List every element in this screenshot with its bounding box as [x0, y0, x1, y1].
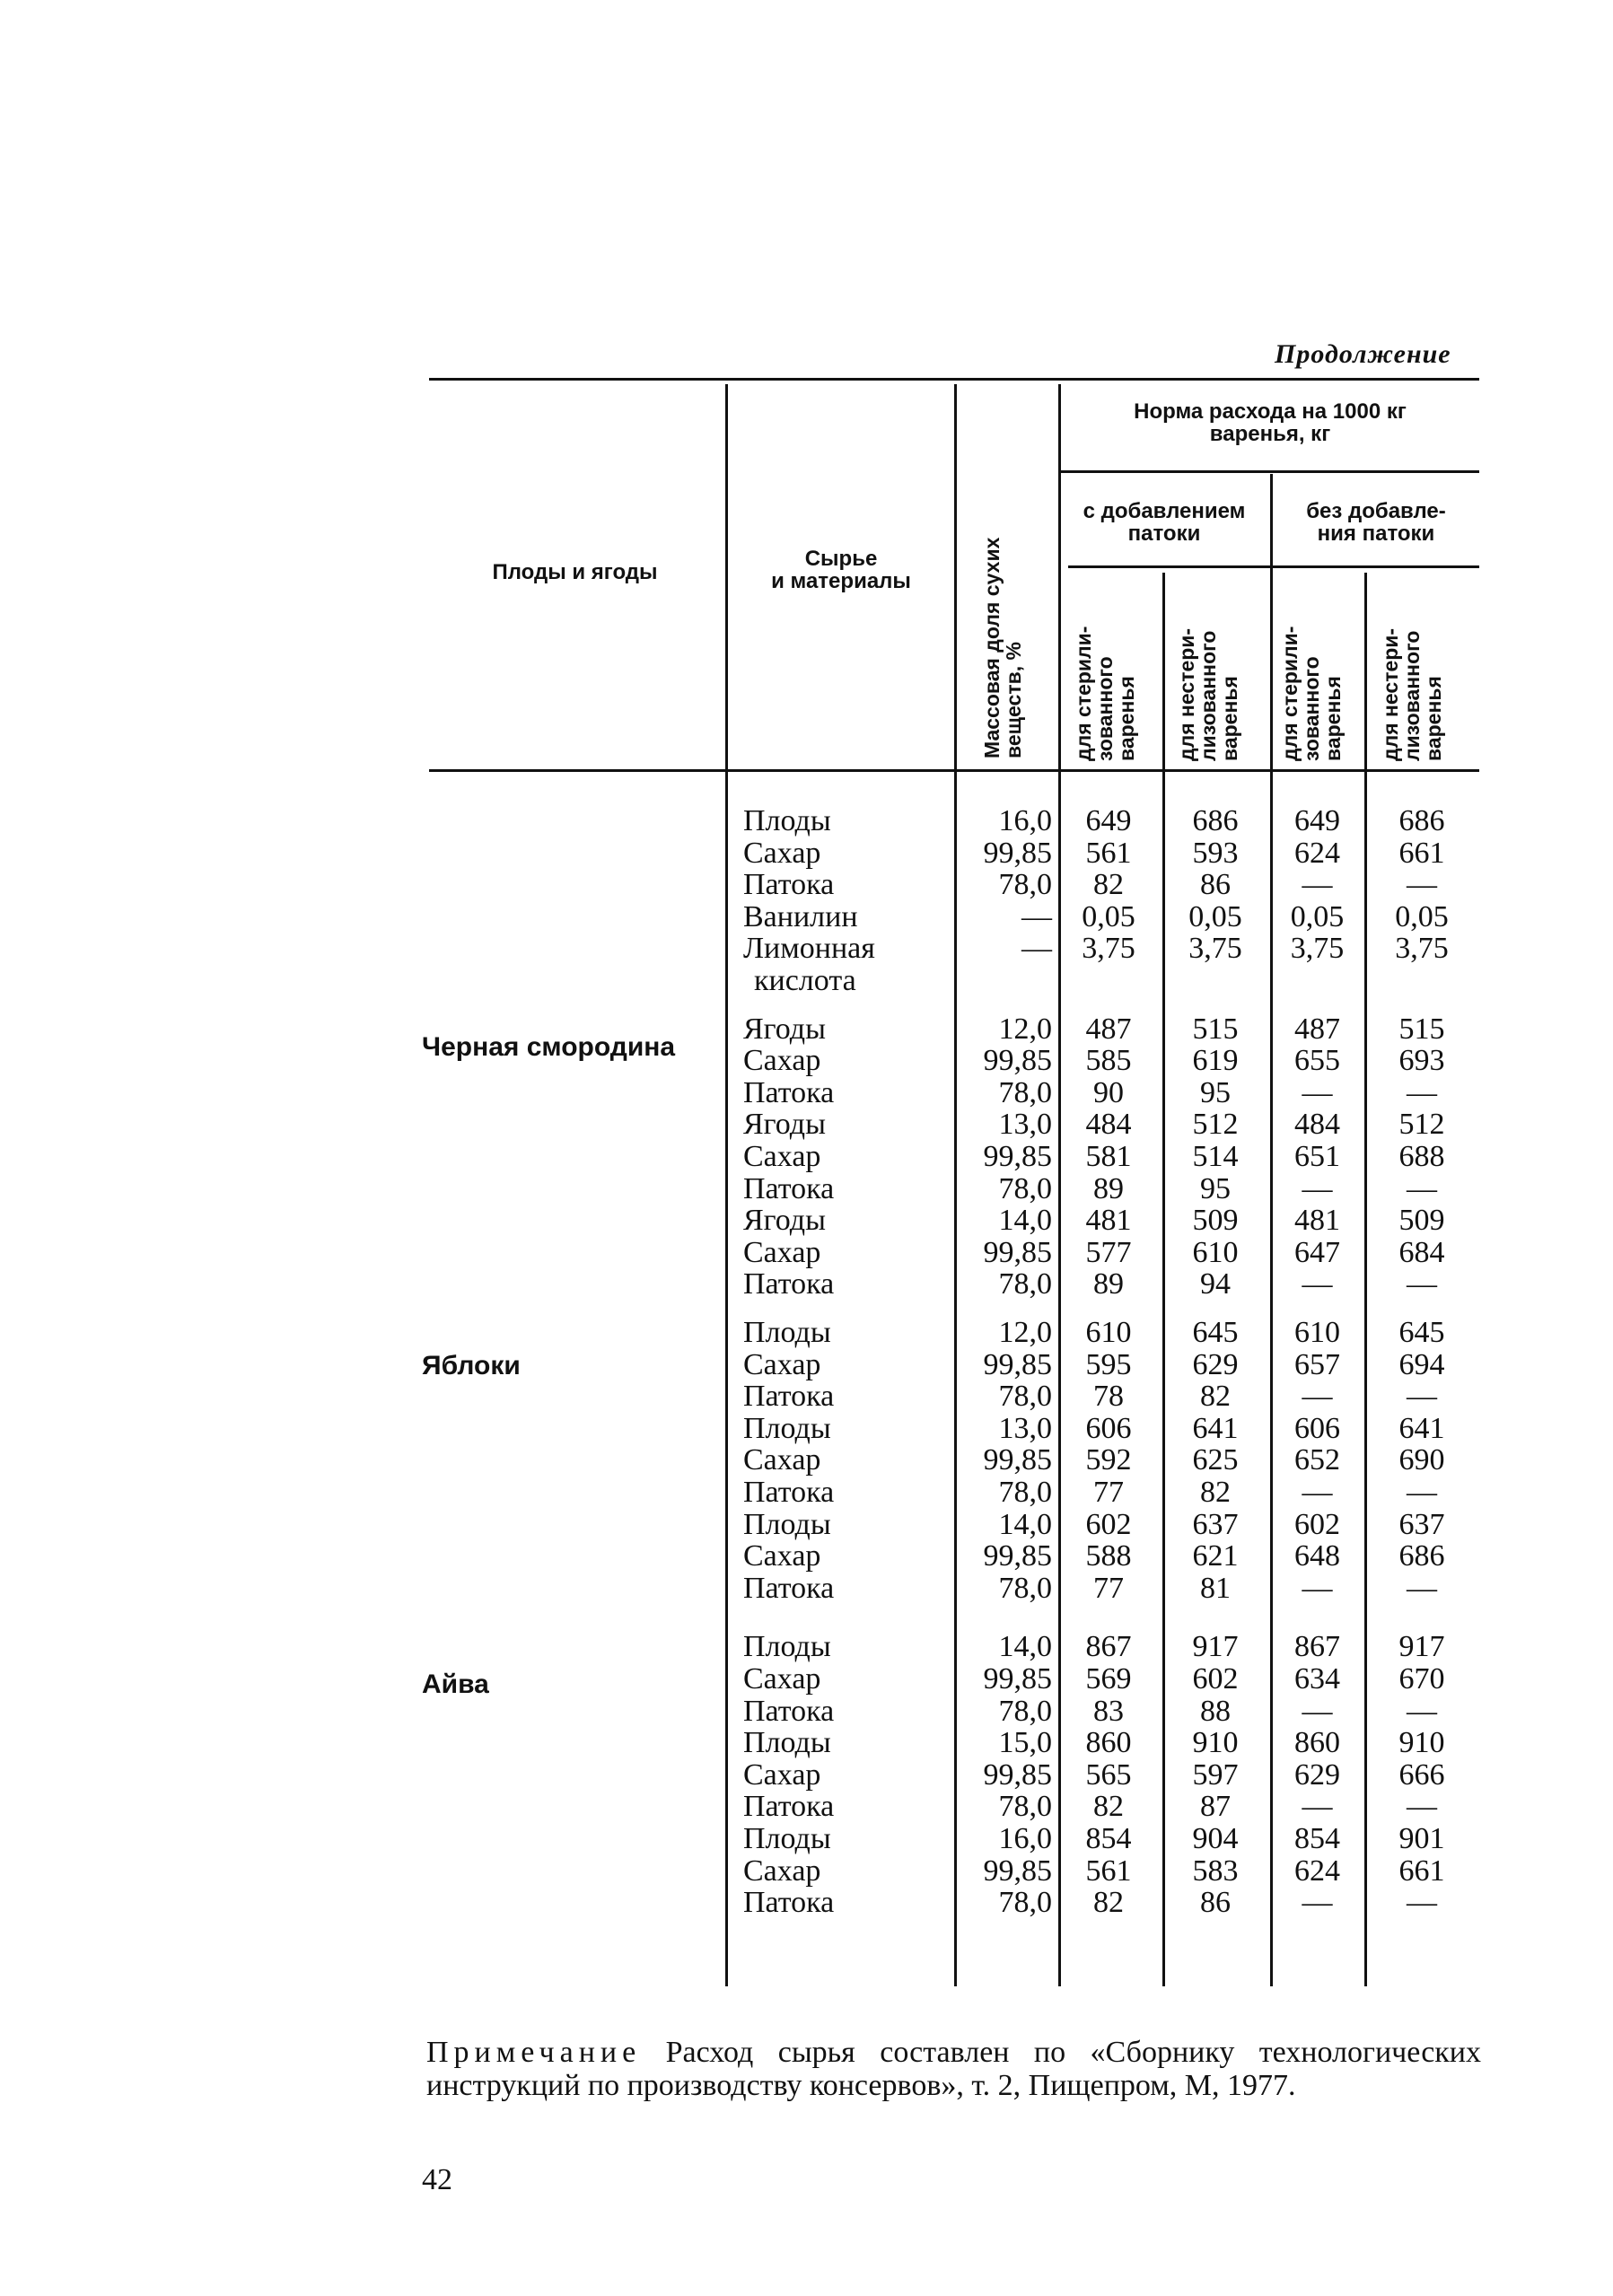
cell-material: Патока — [743, 1267, 835, 1301]
cell-material: Сахар — [743, 836, 821, 870]
cell-without-sterilized: — — [1302, 1476, 1333, 1509]
cell-without-nonsterilized: 684 — [1398, 1235, 1445, 1269]
cell-dry-mass: 78,0 — [998, 1476, 1052, 1509]
cell-with-nonsterilized: 94 — [1200, 1267, 1231, 1301]
table-row — [0, 1173, 1613, 1205]
footnote-text: Расход сырья составлен по «Сборнику технологических инструкций по производству консервов», т. 2, Пищепром, М, 1977. — [426, 2036, 1481, 2102]
cell-with-sterilized: 606 — [1085, 1411, 1132, 1445]
cell-material: Патока — [743, 1171, 835, 1205]
cell-without-nonsterilized: 661 — [1398, 836, 1445, 870]
cell-without-nonsterilized: 686 — [1398, 804, 1445, 837]
cell-dry-mass: 78,0 — [998, 868, 1052, 902]
cell-material: Плоды — [743, 804, 831, 837]
cell-with-nonsterilized: 86 — [1200, 1886, 1231, 1920]
cell-without-sterilized: 484 — [1294, 1108, 1340, 1142]
cell-without-nonsterilized: — — [1407, 1380, 1437, 1414]
cell-with-sterilized: 82 — [1093, 1886, 1124, 1920]
table-row — [0, 1696, 1613, 1728]
cell-without-sterilized: 854 — [1294, 1822, 1340, 1855]
cell-material: Патока — [743, 1476, 835, 1509]
cell-without-nonsterilized: — — [1407, 1171, 1437, 1205]
cell-with-nonsterilized: 0,05 — [1188, 899, 1242, 933]
header-sterilized-2: для стерили- зованного варенья — [1278, 626, 1346, 761]
cell-material: Патока — [743, 1571, 835, 1605]
table-row — [0, 901, 1613, 933]
cell-with-sterilized: 77 — [1093, 1571, 1124, 1605]
cell-material: Сахар — [743, 1443, 821, 1477]
cell-material: Ягоды — [743, 1108, 826, 1142]
cell-without-nonsterilized: 641 — [1398, 1411, 1445, 1445]
cell-with-nonsterilized: 593 — [1192, 836, 1239, 870]
cell-dry-mass: 78,0 — [998, 1571, 1052, 1605]
cell-material: Лимонная — [743, 932, 875, 966]
cell-with-nonsterilized: 625 — [1192, 1443, 1239, 1477]
cell-material: Плоды — [743, 1726, 831, 1760]
cell-dry-mass: 14,0 — [998, 1630, 1052, 1664]
cell-with-sterilized: 592 — [1085, 1443, 1132, 1477]
footnote-label: Примечание — [426, 2036, 642, 2069]
cell-without-sterilized: 624 — [1294, 836, 1340, 870]
cell-material: Плоды — [743, 1822, 831, 1855]
cell-material: Ягоды — [743, 1012, 826, 1046]
cell-with-nonsterilized: 86 — [1200, 868, 1231, 902]
cell-with-nonsterilized: 686 — [1192, 804, 1239, 837]
table-row — [0, 1013, 1613, 1046]
table-row — [0, 965, 1613, 997]
cell-without-nonsterilized: 645 — [1398, 1316, 1445, 1349]
cell-with-sterilized: 561 — [1085, 1853, 1132, 1888]
table-row — [0, 1791, 1613, 1823]
cell-with-nonsterilized: 82 — [1200, 1380, 1231, 1414]
cell-with-nonsterilized: 904 — [1192, 1822, 1239, 1855]
cell-without-nonsterilized: 910 — [1398, 1726, 1445, 1760]
table-row — [0, 1380, 1613, 1413]
top-rule — [429, 378, 1479, 381]
cell-with-sterilized: 481 — [1085, 1204, 1132, 1238]
table-row — [0, 1109, 1613, 1141]
cell-material: Плоды — [743, 1411, 831, 1445]
cell-with-sterilized: 82 — [1093, 868, 1124, 902]
table-row — [0, 933, 1613, 965]
cell-without-nonsterilized: 694 — [1398, 1347, 1445, 1381]
cell-with-nonsterilized: 95 — [1200, 1171, 1231, 1205]
cell-with-sterilized: 78 — [1093, 1380, 1124, 1414]
cell-without-sterilized: — — [1302, 1571, 1333, 1605]
table-row — [0, 1509, 1613, 1541]
cell-with-nonsterilized: 95 — [1200, 1075, 1231, 1109]
cell-without-nonsterilized: — — [1407, 1267, 1437, 1301]
category-quince: Айва — [422, 1669, 489, 1699]
cell-dry-mass: 78,0 — [998, 1267, 1052, 1301]
cell-with-sterilized: 82 — [1093, 1790, 1124, 1824]
cell-material: Патока — [743, 1694, 835, 1728]
cell-without-nonsterilized: — — [1407, 1886, 1437, 1920]
cell-without-nonsterilized: 515 — [1398, 1012, 1445, 1046]
cell-without-sterilized: 487 — [1294, 1012, 1340, 1046]
cell-without-sterilized: 634 — [1294, 1662, 1340, 1696]
continuation-label: Продолжение — [1275, 339, 1451, 369]
cell-without-nonsterilized: 509 — [1398, 1204, 1445, 1238]
table-row — [0, 1349, 1613, 1381]
cell-dry-mass: 13,0 — [998, 1411, 1052, 1445]
header-dry-mass: Массовая доля сухих веществ, % — [980, 537, 1026, 758]
table-row — [0, 805, 1613, 837]
cell-material: кислота — [754, 964, 856, 997]
cell-dry-mass: 99,85 — [983, 1757, 1052, 1792]
cell-dry-mass: 78,0 — [998, 1075, 1052, 1109]
cell-dry-mass: 78,0 — [998, 1886, 1052, 1920]
cell-dry-mass: 78,0 — [998, 1790, 1052, 1824]
cell-dry-mass: — — [1021, 932, 1052, 966]
cell-without-sterilized: 655 — [1294, 1044, 1340, 1078]
cell-dry-mass: 14,0 — [998, 1204, 1052, 1238]
header-norm: Норма расхода на 1000 кг варенья, кг — [1134, 399, 1407, 447]
table-row — [0, 1077, 1613, 1109]
cell-without-nonsterilized: — — [1407, 1790, 1437, 1824]
cell-dry-mass: 99,85 — [983, 1539, 1052, 1573]
cell-with-nonsterilized: 619 — [1192, 1044, 1239, 1078]
cell-with-nonsterilized: 515 — [1192, 1012, 1239, 1046]
cell-with-nonsterilized: 3,75 — [1188, 932, 1242, 966]
header-materials: Сырье и материалы — [771, 547, 911, 594]
header-with-molasses: с добавлением патоки — [1083, 499, 1246, 547]
cell-dry-mass: 14,0 — [998, 1507, 1052, 1541]
cell-dry-mass: 78,0 — [998, 1380, 1052, 1414]
cell-material: Плоды — [743, 1316, 831, 1349]
cell-with-nonsterilized: 621 — [1192, 1539, 1239, 1573]
cell-without-sterilized: 647 — [1294, 1235, 1340, 1269]
cell-dry-mass: 16,0 — [998, 1822, 1052, 1855]
cell-with-sterilized: 867 — [1085, 1630, 1132, 1664]
cell-without-sterilized: 606 — [1294, 1411, 1340, 1445]
table-row — [0, 1237, 1613, 1269]
cell-material: Сахар — [743, 1853, 821, 1888]
cell-without-nonsterilized: 661 — [1398, 1853, 1445, 1888]
cell-without-nonsterilized: 3,75 — [1395, 932, 1449, 966]
cell-dry-mass: 99,85 — [983, 1044, 1052, 1078]
cell-material: Ягоды — [743, 1204, 826, 1238]
cell-with-sterilized: 854 — [1085, 1822, 1132, 1855]
cell-material: Сахар — [743, 1347, 821, 1381]
cell-with-nonsterilized: 597 — [1192, 1757, 1239, 1792]
cell-dry-mass: 78,0 — [998, 1171, 1052, 1205]
cell-with-sterilized: 565 — [1085, 1757, 1132, 1792]
cell-material: Сахар — [743, 1235, 821, 1269]
cell-without-nonsterilized: 901 — [1398, 1822, 1445, 1855]
cell-without-sterilized: 629 — [1294, 1757, 1340, 1792]
cell-without-sterilized: 610 — [1294, 1316, 1340, 1349]
cell-with-nonsterilized: 509 — [1192, 1204, 1239, 1238]
cell-without-sterilized: 648 — [1294, 1539, 1340, 1573]
cell-without-sterilized: — — [1302, 1380, 1333, 1414]
table-row — [0, 1045, 1613, 1077]
cell-without-nonsterilized: 512 — [1398, 1108, 1445, 1142]
cell-without-sterilized: — — [1302, 1171, 1333, 1205]
cell-material: Патока — [743, 1886, 835, 1920]
table-row — [0, 837, 1613, 870]
cell-material: Сахар — [743, 1044, 821, 1078]
cell-with-sterilized: 569 — [1085, 1662, 1132, 1696]
table-row — [0, 1477, 1613, 1509]
cell-with-sterilized: 77 — [1093, 1476, 1124, 1509]
table-row — [0, 869, 1613, 901]
cell-dry-mass: 16,0 — [998, 804, 1052, 837]
cell-with-sterilized: 585 — [1085, 1044, 1132, 1078]
cell-with-sterilized: 581 — [1085, 1140, 1132, 1173]
table-row — [0, 1444, 1613, 1477]
cell-dry-mass: 15,0 — [998, 1726, 1052, 1760]
table-row — [0, 1540, 1613, 1573]
cell-without-nonsterilized: 693 — [1398, 1044, 1445, 1078]
cell-without-nonsterilized: 637 — [1398, 1507, 1445, 1541]
cell-dry-mass: 99,85 — [983, 1853, 1052, 1888]
table-row — [0, 1631, 1613, 1663]
cell-without-sterilized: — — [1302, 1790, 1333, 1824]
table-row — [0, 1317, 1613, 1349]
cell-without-nonsterilized: 686 — [1398, 1539, 1445, 1573]
cell-dry-mass: 99,85 — [983, 1140, 1052, 1173]
cell-without-nonsterilized: 688 — [1398, 1140, 1445, 1173]
cell-without-sterilized: — — [1302, 1267, 1333, 1301]
cell-with-nonsterilized: 583 — [1192, 1853, 1239, 1888]
cell-with-sterilized: 484 — [1085, 1108, 1132, 1142]
cell-with-nonsterilized: 87 — [1200, 1790, 1231, 1824]
cell-dry-mass: 78,0 — [998, 1694, 1052, 1728]
cell-material: Сахар — [743, 1757, 821, 1792]
page-number: 42 — [422, 2163, 452, 2196]
cell-dry-mass: 13,0 — [998, 1108, 1052, 1142]
cell-material: Сахар — [743, 1539, 821, 1573]
header-fruits: Плоды и ягоды — [492, 560, 658, 584]
table-row — [0, 1205, 1613, 1237]
cell-with-sterilized: 487 — [1085, 1012, 1132, 1046]
cell-dry-mass: 99,85 — [983, 1443, 1052, 1477]
cell-without-sterilized: 602 — [1294, 1507, 1340, 1541]
cell-without-sterilized: 624 — [1294, 1853, 1340, 1888]
cell-without-sterilized: 651 — [1294, 1140, 1340, 1173]
cell-without-nonsterilized: — — [1407, 1075, 1437, 1109]
cell-without-nonsterilized: 0,05 — [1395, 899, 1449, 933]
cell-with-sterilized: 595 — [1085, 1347, 1132, 1381]
cell-without-sterilized: 649 — [1294, 804, 1340, 837]
header-without-molasses: без добавле- ния патоки — [1306, 499, 1446, 547]
cell-without-nonsterilized: — — [1407, 1571, 1437, 1605]
table-row — [0, 1727, 1613, 1759]
cell-with-nonsterilized: 512 — [1192, 1108, 1239, 1142]
cell-with-sterilized: 610 — [1085, 1316, 1132, 1349]
cell-with-sterilized: 561 — [1085, 836, 1132, 870]
cell-dry-mass: 99,85 — [983, 1235, 1052, 1269]
cell-without-sterilized: 3,75 — [1290, 932, 1345, 966]
table-row — [0, 1823, 1613, 1855]
table-row — [0, 1573, 1613, 1605]
cell-without-nonsterilized: 670 — [1398, 1662, 1445, 1696]
cell-with-sterilized: 860 — [1085, 1726, 1132, 1760]
cell-with-nonsterilized: 88 — [1200, 1694, 1231, 1728]
cell-without-nonsterilized: 690 — [1398, 1443, 1445, 1477]
cell-with-sterilized: 89 — [1093, 1267, 1124, 1301]
subheader-rule-1 — [1059, 470, 1479, 473]
cell-material: Сахар — [743, 1662, 821, 1696]
cell-with-nonsterilized: 629 — [1192, 1347, 1239, 1381]
footnote — [426, 2036, 1481, 2102]
cell-with-sterilized: 577 — [1085, 1235, 1132, 1269]
cell-with-sterilized: 83 — [1093, 1694, 1124, 1728]
cell-material: Патока — [743, 1380, 835, 1414]
cell-with-sterilized: 3,75 — [1082, 932, 1135, 966]
cell-with-nonsterilized: 917 — [1192, 1630, 1239, 1664]
cell-without-sterilized: — — [1302, 868, 1333, 902]
cell-with-sterilized: 649 — [1085, 804, 1132, 837]
cell-without-sterilized: — — [1302, 1075, 1333, 1109]
header-nonsterilized-2: для нестери- лизованного варенья — [1379, 627, 1446, 761]
category-black-currant: Черная смородина — [422, 1032, 676, 1062]
cell-dry-mass: 99,85 — [983, 1347, 1052, 1381]
header-sterilized-1: для стерили- зованного варенья — [1072, 626, 1139, 761]
cell-material: Плоды — [743, 1507, 831, 1541]
cell-with-nonsterilized: 82 — [1200, 1476, 1231, 1509]
table-row — [0, 1663, 1613, 1696]
header-nonsterilized-1: для нестери- лизованного варенья — [1175, 627, 1242, 761]
cell-with-nonsterilized: 641 — [1192, 1411, 1239, 1445]
cell-material: Плоды — [743, 1630, 831, 1664]
cell-dry-mass: 12,0 — [998, 1316, 1052, 1349]
cell-material: Ванилин — [743, 899, 858, 933]
cell-dry-mass: 99,85 — [983, 1662, 1052, 1696]
cell-with-sterilized: 90 — [1093, 1075, 1124, 1109]
cell-without-sterilized: — — [1302, 1886, 1333, 1920]
category-apples: Яблоки — [422, 1351, 521, 1380]
cell-with-nonsterilized: 610 — [1192, 1235, 1239, 1269]
cell-with-nonsterilized: 81 — [1200, 1571, 1231, 1605]
cell-without-nonsterilized: — — [1407, 1476, 1437, 1509]
cell-without-nonsterilized: 666 — [1398, 1757, 1445, 1792]
table-row — [0, 1413, 1613, 1445]
table-row — [0, 1887, 1613, 1919]
cell-without-sterilized: 867 — [1294, 1630, 1340, 1664]
cell-without-nonsterilized: — — [1407, 1694, 1437, 1728]
cell-without-sterilized: 860 — [1294, 1726, 1340, 1760]
cell-with-sterilized: 0,05 — [1082, 899, 1135, 933]
cell-with-nonsterilized: 602 — [1192, 1662, 1239, 1696]
cell-without-sterilized: — — [1302, 1694, 1333, 1728]
cell-material: Патока — [743, 1075, 835, 1109]
cell-with-nonsterilized: 645 — [1192, 1316, 1239, 1349]
table-row — [0, 1268, 1613, 1301]
cell-material: Патока — [743, 868, 835, 902]
cell-with-sterilized: 89 — [1093, 1171, 1124, 1205]
cell-material: Сахар — [743, 1140, 821, 1173]
table-row — [0, 1141, 1613, 1173]
cell-with-sterilized: 602 — [1085, 1507, 1132, 1541]
subheader-rule-2 — [1068, 565, 1479, 568]
table-row — [0, 1759, 1613, 1792]
cell-without-sterilized: 657 — [1294, 1347, 1340, 1381]
cell-dry-mass: — — [1021, 899, 1052, 933]
cell-without-nonsterilized: 917 — [1398, 1630, 1445, 1664]
cell-without-sterilized: 652 — [1294, 1443, 1340, 1477]
cell-without-sterilized: 0,05 — [1290, 899, 1345, 933]
cell-without-nonsterilized: — — [1407, 868, 1437, 902]
cell-dry-mass: 99,85 — [983, 836, 1052, 870]
cell-with-nonsterilized: 910 — [1192, 1726, 1239, 1760]
cell-dry-mass: 12,0 — [998, 1012, 1052, 1046]
cell-with-nonsterilized: 514 — [1192, 1140, 1239, 1173]
cell-with-sterilized: 588 — [1085, 1539, 1132, 1573]
cell-without-sterilized: 481 — [1294, 1204, 1340, 1238]
table-row — [0, 1855, 1613, 1888]
cell-material: Патока — [743, 1790, 835, 1824]
cell-with-nonsterilized: 637 — [1192, 1507, 1239, 1541]
